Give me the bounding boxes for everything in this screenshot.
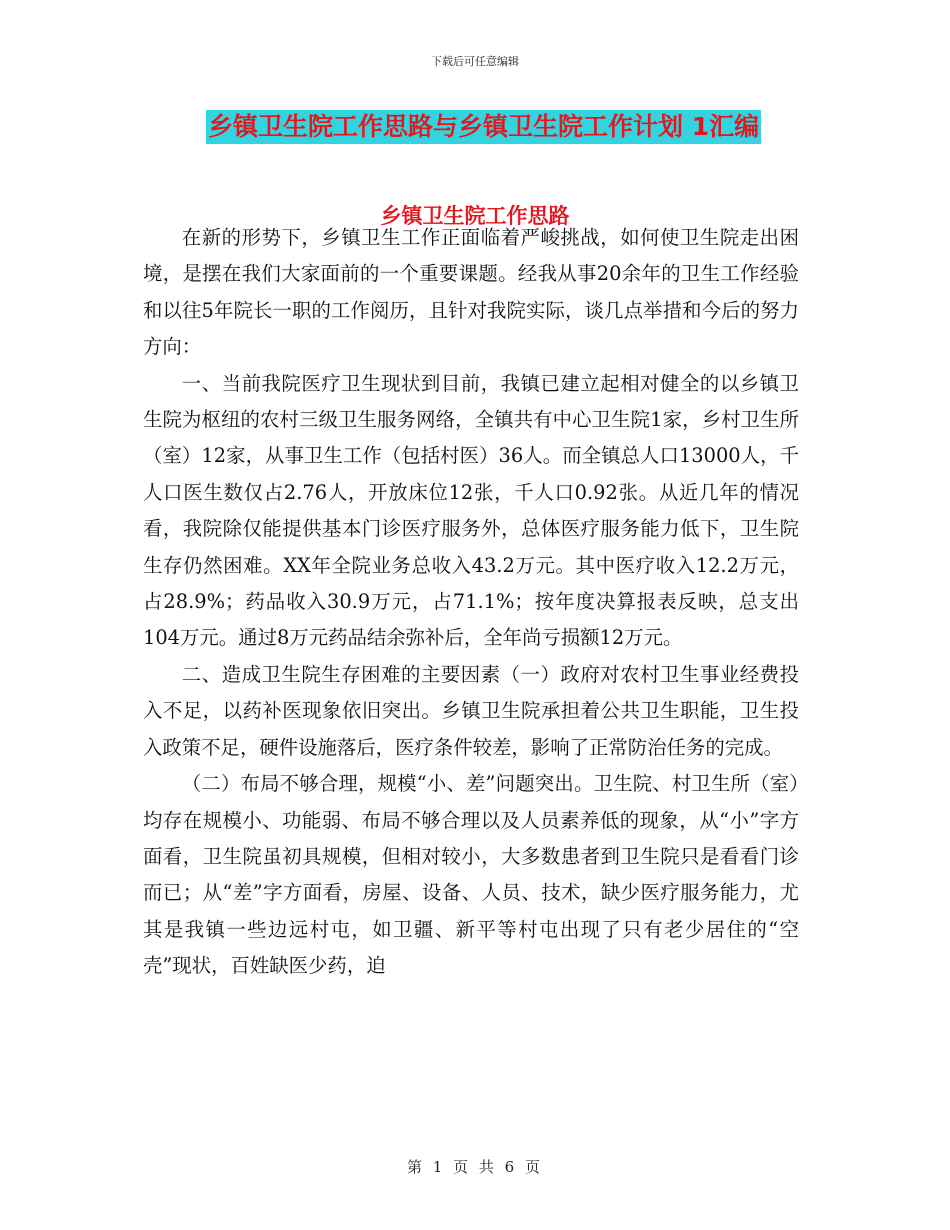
section-title: 乡镇卫生院工作思路 xyxy=(380,204,570,228)
body-text xyxy=(143,220,799,985)
paragraph: 在新的形势下，乡镇卫生工作正面临着严峻挑战，如何使卫生院走出困境，是摆在我们大家面前的一个重要课题。经我从事20余年的卫生工作经验和以往5年院长一职的工作阅历，且针对我院实际，谈几点举措和今后的努力方向： xyxy=(143,226,799,359)
paragraph: （二）布局不够合理，规模“小、差”问题突出。卫生院、村卫生所（室）均存在规模小、功能弱、布局不够合理以及人员素养低的现象，从“小”字方面看，卫生院虽初具规模，但相对较小，大多数患者到卫生院只是看看门诊而已；从“差”字方面看，房屋、设备、人员、技术，缺少医疗服务能力，尤其是我镇一些边远村屯，如卫疆、新平等村屯出现了只有老少居住的“空壳”现状，百姓缺医少药，迫 xyxy=(143,772,799,978)
page-number-footer: 第 1 页 共 6 页 xyxy=(407,1158,543,1176)
header-note: 下载后可任意编辑 xyxy=(431,55,519,68)
paragraph: 一、当前我院医疗卫生现状到目前，我镇已建立起相对健全的以乡镇卫生院为枢纽的农村三级卫生服务网络，全镇共有中心卫生院1家，乡村卫生所（室）12家，从事卫生工作（包括村医）36人。而全镇总人口13000人，千人口医生数仅占2.76人，开放床位12张，千人口0.92张。从近几年的情况看，我院除仅能提供基本门诊医疗服务外，总体医疗服务能力低下，卫生院生存仍然困难。XX年全院业务总收入43.2万元。其中医疗收入12.2万元，占28.9%；药品收入30.9万元，占71.1%；按年度决算报表反映，总支出104万元。通过8万元药品结余弥补后，全年尚亏损额12万元。 xyxy=(143,371,799,650)
paragraph: 二、造成卫生院生存困难的主要因素（一）政府对农村卫生事业经费投入不足，以药补医现象依旧突出。乡镇卫生院承担着公共卫生职能，卫生投入政策不足，硬件设施落后，医疗条件较差，影响了正常防治任务的完成。 xyxy=(143,662,799,759)
document-title: 乡镇卫生院工作思路与乡镇卫生院工作计划 1汇编 xyxy=(206,110,761,144)
